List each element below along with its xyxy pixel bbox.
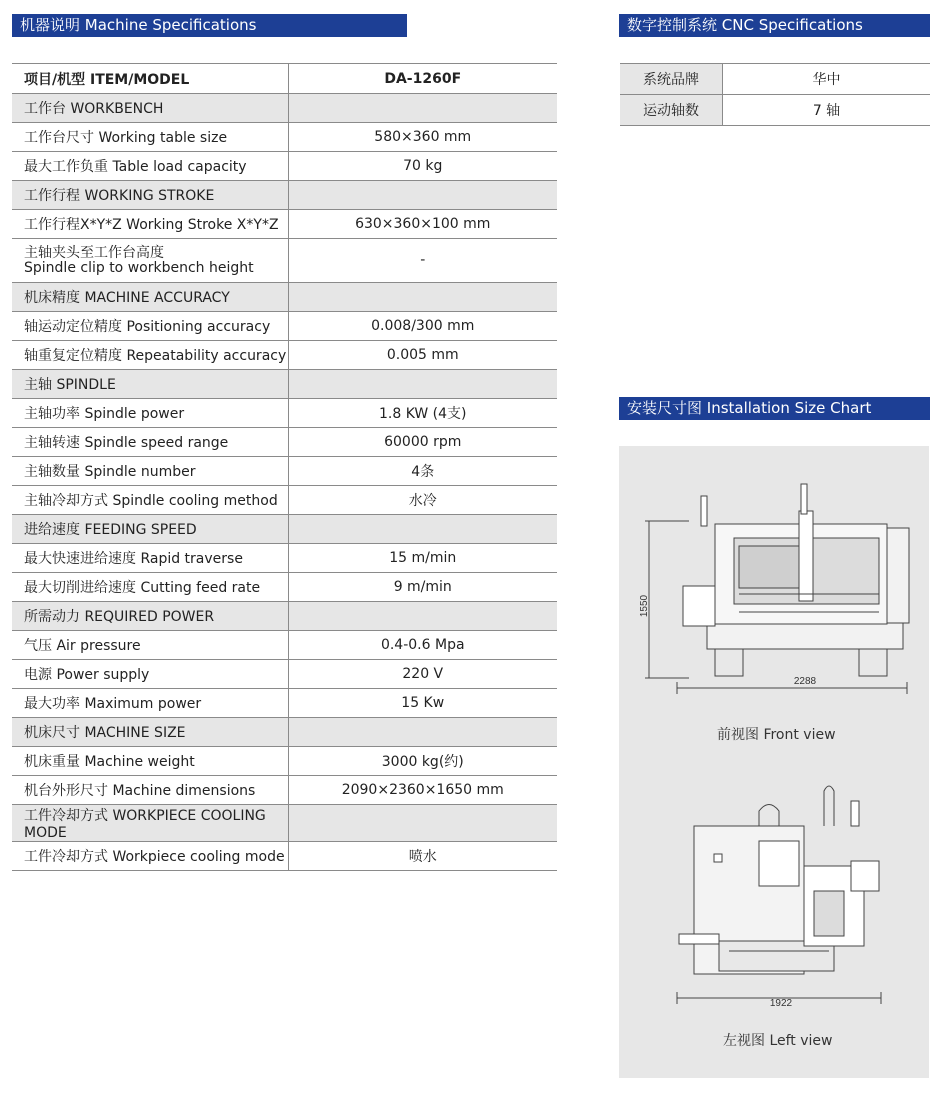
table-row xyxy=(12,776,557,805)
section-row xyxy=(12,515,557,544)
cnc-spec-header: 数字控制系统 CNC Specifications xyxy=(619,14,930,37)
spec-label: 机床重量 Machine weight xyxy=(12,747,288,776)
section-row xyxy=(12,805,557,842)
spec-value xyxy=(288,718,557,747)
table-row xyxy=(12,312,557,341)
table-row xyxy=(12,341,557,370)
spec-value: - xyxy=(288,239,557,283)
spec-label-en: Spindle clip to workbench height xyxy=(24,259,254,276)
section-row xyxy=(12,283,557,312)
front-height-dim: 1550 xyxy=(639,594,650,618)
spec-value: 15 Kw xyxy=(288,689,557,718)
spec-header-label: 项目/机型 ITEM/MODEL xyxy=(12,64,288,94)
spec-value: 1.8 KW (4支) xyxy=(288,399,557,428)
table-row xyxy=(12,573,557,602)
cnc-label: 系统品牌 xyxy=(620,64,723,95)
table-row xyxy=(12,842,557,871)
spec-label: 最大快速进给速度 Rapid traverse xyxy=(12,544,288,573)
table-row xyxy=(12,123,557,152)
table-row xyxy=(12,747,557,776)
spec-value: 喷水 xyxy=(288,842,557,871)
spec-value xyxy=(288,94,557,123)
spec-value: 0.4-0.6 Mpa xyxy=(288,631,557,660)
spec-label: 主轴冷却方式 Spindle cooling method xyxy=(12,486,288,515)
table-row xyxy=(12,399,557,428)
table-row xyxy=(620,64,930,95)
section-label: 机床尺寸 MACHINE SIZE xyxy=(12,718,288,747)
table-row xyxy=(12,239,557,283)
spec-value: 0.005 mm xyxy=(288,341,557,370)
section-row xyxy=(12,718,557,747)
table-row xyxy=(12,152,557,181)
section-label: 工作行程 WORKING STROKE xyxy=(12,181,288,210)
cnc-value: 7 轴 xyxy=(723,95,930,126)
spec-value xyxy=(288,805,557,842)
table-row xyxy=(12,689,557,718)
section-label: 进给速度 FEEDING SPEED xyxy=(12,515,288,544)
section-row xyxy=(12,94,557,123)
machine-spec-table xyxy=(12,63,557,871)
dimension-labels xyxy=(619,446,929,1078)
install-chart-header: 安装尺寸图 Installation Size Chart xyxy=(619,397,930,420)
section-label: 所需动力 REQUIRED POWER xyxy=(12,602,288,631)
table-row xyxy=(12,210,557,239)
section-label: 主轴 SPINDLE xyxy=(12,370,288,399)
table-row xyxy=(12,486,557,515)
spec-label: 电源 Power supply xyxy=(12,660,288,689)
spec-value: 220 V xyxy=(288,660,557,689)
installation-chart xyxy=(619,446,929,1078)
spec-label: 主轴功率 Spindle power xyxy=(12,399,288,428)
table-row xyxy=(12,660,557,689)
cnc-value: 华中 xyxy=(723,64,930,95)
spec-value xyxy=(288,515,557,544)
table-row xyxy=(620,95,930,126)
front-width-dim: 2288 xyxy=(793,676,817,687)
spec-label: 轴重复定位精度 Repeatability accuracy xyxy=(12,341,288,370)
spec-label: 轴运动定位精度 Positioning accuracy xyxy=(12,312,288,341)
section-label: 机床精度 MACHINE ACCURACY xyxy=(12,283,288,312)
section-row xyxy=(12,370,557,399)
spec-value: 3000 kg(约) xyxy=(288,747,557,776)
spec-label: 主轴转速 Spindle speed range xyxy=(12,428,288,457)
spec-value: 水冷 xyxy=(288,486,557,515)
spec-value: 9 m/min xyxy=(288,573,557,602)
spec-label: 最大切削进给速度 Cutting feed rate xyxy=(12,573,288,602)
spec-value: 4条 xyxy=(288,457,557,486)
spec-label: 工件冷却方式 Workpiece cooling mode xyxy=(12,842,288,871)
spec-value: 2090×2360×1650 mm xyxy=(288,776,557,805)
spec-label: 气压 Air pressure xyxy=(12,631,288,660)
left-width-dim: 1922 xyxy=(769,998,793,1009)
left-view-caption: 左视图 Left view xyxy=(723,1033,833,1049)
spec-value: 0.008/300 mm xyxy=(288,312,557,341)
spec-value: 580×360 mm xyxy=(288,123,557,152)
cnc-spec-table xyxy=(620,63,930,126)
machine-spec-header: 机器说明 Machine Specifications xyxy=(12,14,407,37)
table-row xyxy=(12,457,557,486)
spec-label: 工作行程X*Y*Z Working Stroke X*Y*Z xyxy=(12,210,288,239)
table-row xyxy=(12,631,557,660)
spec-value: 630×360×100 mm xyxy=(288,210,557,239)
cnc-label: 运动轴数 xyxy=(620,95,723,126)
spec-value: 15 m/min xyxy=(288,544,557,573)
spec-label: 机台外形尺寸 Machine dimensions xyxy=(12,776,288,805)
section-row xyxy=(12,181,557,210)
spec-label: 最大功率 Maximum power xyxy=(12,689,288,718)
table-row xyxy=(12,428,557,457)
section-row xyxy=(12,602,557,631)
spec-value: 70 kg xyxy=(288,152,557,181)
spec-value xyxy=(288,602,557,631)
spec-value xyxy=(288,370,557,399)
spec-header-row xyxy=(12,64,557,94)
spec-header-model: DA-1260F xyxy=(288,64,557,94)
section-label: 工作台 WORKBENCH xyxy=(12,94,288,123)
spec-label xyxy=(12,239,288,283)
spec-label: 工作台尺寸 Working table size xyxy=(12,123,288,152)
spec-label-cn: 主轴夹头至工作台高度 xyxy=(24,244,164,261)
spec-value xyxy=(288,181,557,210)
spec-value xyxy=(288,283,557,312)
table-row xyxy=(12,544,557,573)
spec-label: 主轴数量 Spindle number xyxy=(12,457,288,486)
spec-label: 最大工作负重 Table load capacity xyxy=(12,152,288,181)
spec-value: 60000 rpm xyxy=(288,428,557,457)
section-label: 工件冷却方式 WORKPIECE COOLING MODE xyxy=(12,805,288,842)
front-view-caption: 前视图 Front view xyxy=(717,727,836,743)
